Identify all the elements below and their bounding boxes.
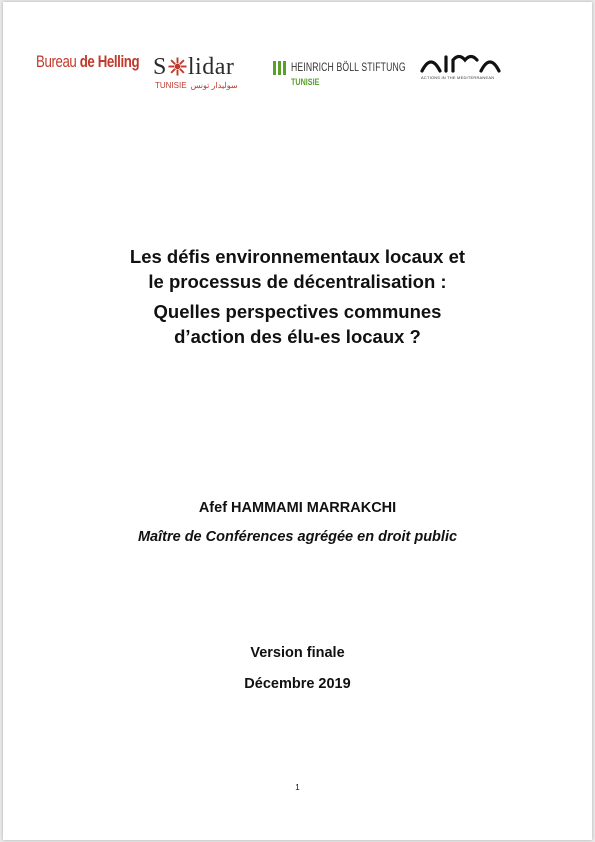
solidar-text-right: lidar (187, 54, 235, 80)
bureau-de-helling-logo (36, 52, 139, 72)
boll-name: HEINRICH BÖLL STIFTUNG (291, 60, 406, 74)
title-line-2: le processus de décentralisation : (148, 270, 447, 292)
solidar-tunisie-logo (153, 55, 238, 90)
solidar-star-icon (168, 57, 187, 76)
version-label: Version finale (250, 645, 345, 661)
document-title (3, 245, 592, 349)
date-label: Décembre 2019 (244, 676, 351, 692)
solidar-sub-arabic: سوليدار تونس (190, 81, 238, 90)
solidar-text-left: S (153, 54, 167, 80)
aim-subtitle: ACTIONS IN THE MEDITERRANEAN (421, 75, 495, 80)
title-line-1: Les défis environnementaux locaux et (129, 246, 466, 267)
solidar-sub-latin: TUNISIE (155, 81, 187, 90)
aim-logo (419, 52, 503, 80)
author-affiliation: Maître de Conférences agrégée en droit public (137, 529, 458, 545)
boll-sub: TUNISIE (291, 77, 320, 87)
title-line-3: Quelles perspectives communes (153, 301, 442, 322)
helling-logo-text-1: Bureau (36, 52, 80, 71)
page-number: 1 (295, 783, 300, 792)
boll-bars-icon (273, 61, 287, 75)
logo-bar (3, 2, 592, 112)
author-name: Afef HAMMAMI MARRAKCHI (198, 500, 397, 516)
aim-wave-icon (419, 52, 503, 74)
title-line-4: d’action des élu-es locaux ? (174, 325, 421, 347)
document-page (3, 2, 592, 840)
helling-logo-text-2: de Helling (79, 52, 140, 71)
